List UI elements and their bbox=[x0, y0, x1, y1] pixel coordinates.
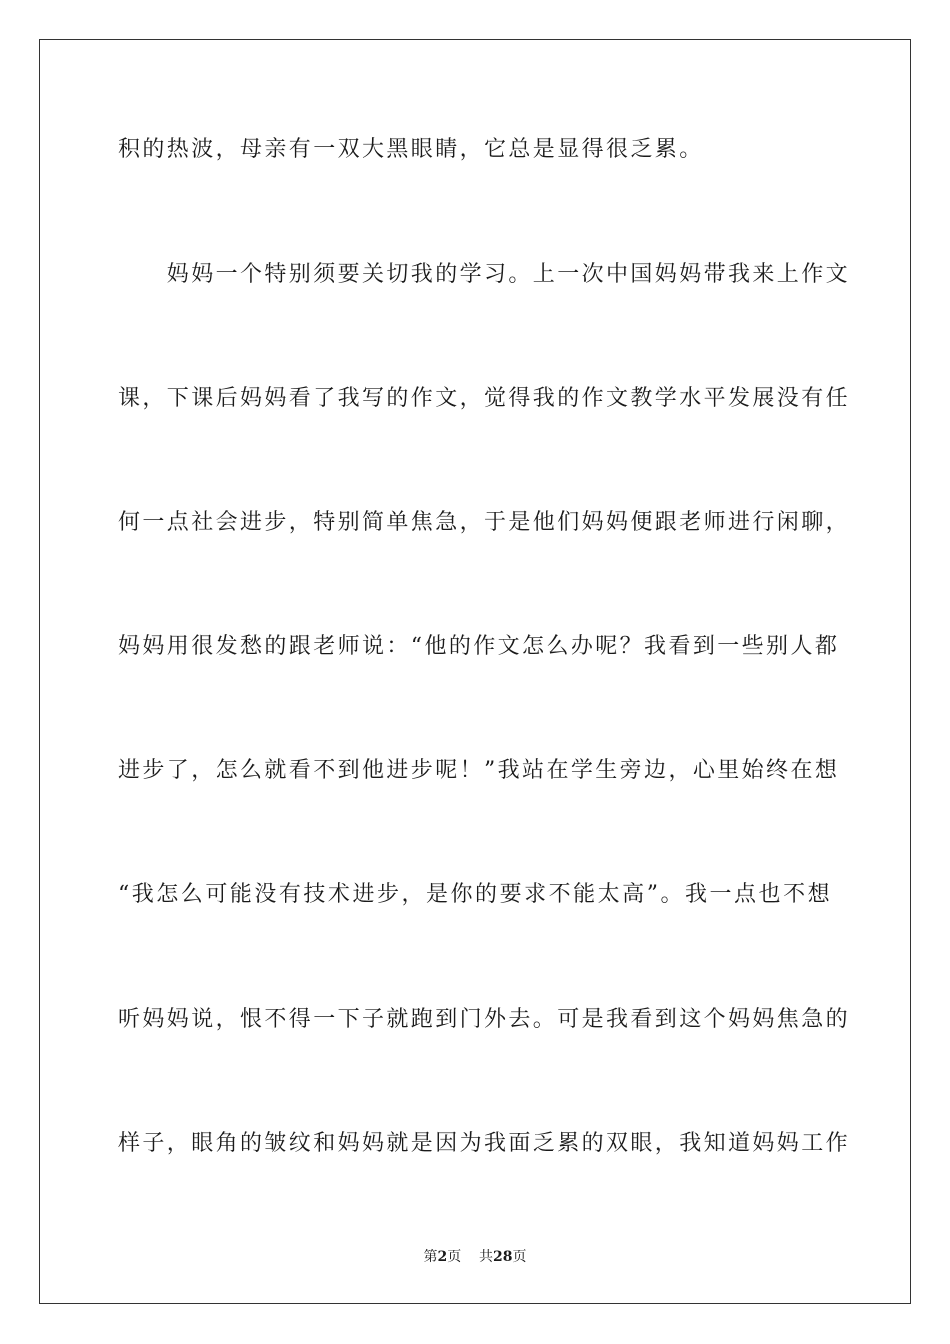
body-line-5: 进步了，怎么就看不到他进步呢！”我站在学生旁边，心里始终在想 bbox=[118, 758, 840, 783]
page-border bbox=[39, 39, 911, 1304]
body-line-7: 听妈妈说，恨不得一下子就跑到门外去。可是我看到这个妈妈焦急的 bbox=[118, 1007, 851, 1032]
body-line-6: “我怎么可能没有技术进步，是你的要求不能太高”。我一点也不想 bbox=[118, 882, 832, 907]
page-footer bbox=[0, 1246, 950, 1266]
body-line-4: 妈妈用很发愁的跟老师说：“他的作文怎么办呢？我看到一些别人都 bbox=[118, 634, 840, 659]
footer-page-suffix: 页 bbox=[447, 1249, 462, 1265]
body-line-1: 妈妈一个特别须要关切我的学习。上一次中国妈妈带我来上作文 bbox=[118, 262, 851, 287]
body-line-3: 何一点社会进步，特别简单焦急，于是他们妈妈便跟老师进行闲聊， bbox=[118, 510, 851, 535]
footer-page-number: 2 bbox=[437, 1249, 448, 1265]
footer-total-prefix: 共 bbox=[479, 1249, 494, 1265]
paragraph-end-line: 积的热波，母亲有一双大黑眼睛，它总是显得很乏累。 bbox=[118, 137, 704, 162]
body-line-8: 样子，眼角的皱纹和妈妈就是因为我面乏累的双眼，我知道妈妈工作 bbox=[118, 1131, 851, 1156]
footer-total-suffix: 页 bbox=[512, 1249, 527, 1265]
footer-total-pages: 28 bbox=[493, 1249, 513, 1265]
body-line-2: 课，下课后妈妈看了我写的作文，觉得我的作文教学水平发展没有任 bbox=[118, 386, 851, 411]
footer-prefix: 第 bbox=[423, 1249, 438, 1265]
